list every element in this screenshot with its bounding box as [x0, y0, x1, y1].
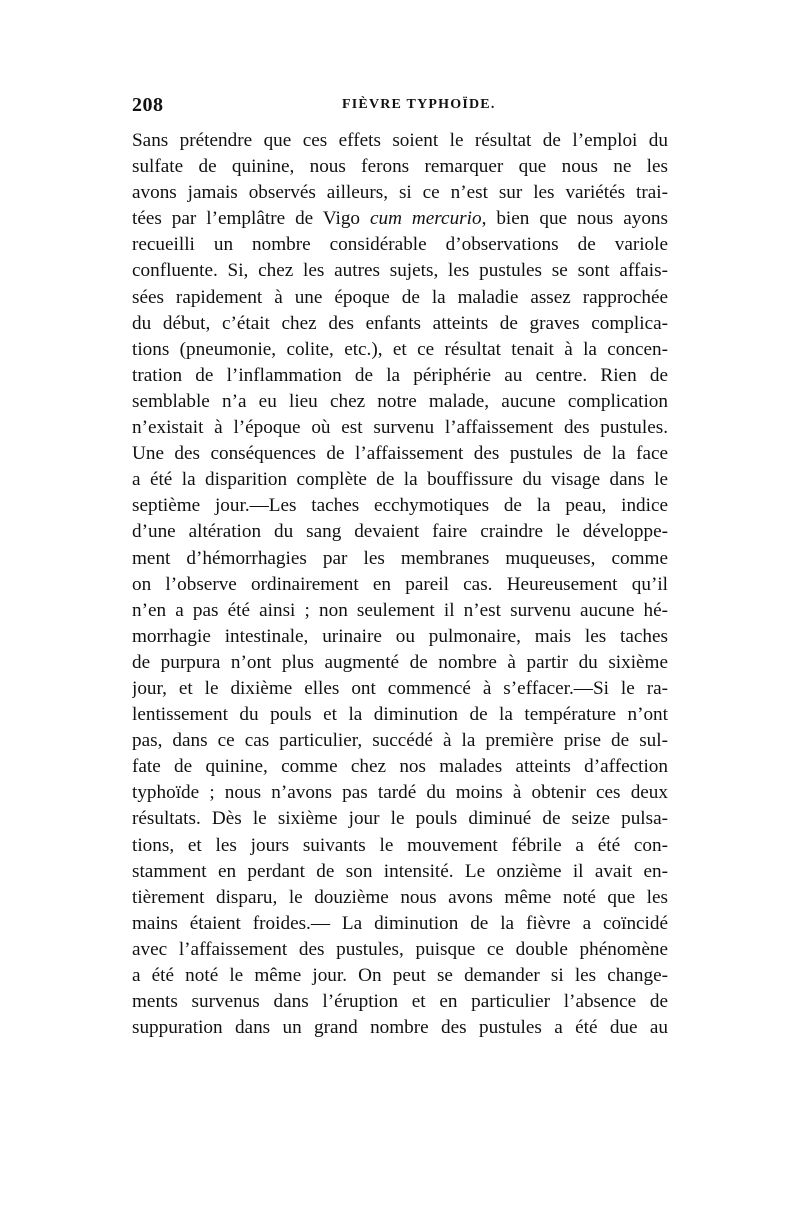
- text-line: pas, dans ce cas particulier, succédé à la première prise de sul-: [132, 730, 668, 752]
- text-line: sées rapidement à une époque de la maladie assez rapprochée: [132, 286, 668, 308]
- text-line: on l’observe ordinairement en pareil cas. Heureusement qu’il: [132, 573, 668, 595]
- text-line: a été la disparition complète de la bouffissure du visage dans le: [132, 469, 668, 491]
- text-line: suppuration dans un grand nombre des pustules a été due au: [132, 1017, 668, 1039]
- text-line: de purpura n’ont plus augmenté de nombre à partir du sixième: [132, 651, 668, 673]
- running-head: [132, 94, 672, 118]
- text-line: jour, et le dixième elles ont commencé à s’effacer.—Si le ra-: [132, 677, 668, 699]
- text-line: confluente. Si, chez les autres sujets, les pustules se sont affais-: [132, 260, 668, 282]
- text-line: tration de l’inflammation de la périphérie au centre. Rien de: [132, 364, 668, 386]
- text-line-start: tées par l’emplâtre de Vigo: [132, 208, 370, 230]
- text-line: tièrement disparu, le douzième nous avons même noté que les: [132, 886, 668, 908]
- text-line: fate de quinine, comme chez nos malades atteints d’affection: [132, 756, 668, 778]
- text-line: Sans prétendre que ces effets soient le résultat de l’emploi du: [132, 130, 668, 151]
- text-line: lentissement du pouls et la diminution de la température n’ont: [132, 704, 668, 726]
- text-line: sulfate de quinine, nous ferons remarquer que nous ne les: [132, 156, 668, 178]
- text-line: tions, et les jours suivants le mouvement fébrile a été con-: [132, 834, 668, 856]
- body-text: [132, 128, 668, 1041]
- text-line: n’existait à l’époque où est survenu l’affaissement des pustules.: [132, 417, 668, 439]
- italic-phrase: cum mercurio: [370, 208, 482, 230]
- text-line: avec l’affaissement des pustules, puisque ce double phénomène: [132, 938, 668, 960]
- text-line: morrhagie intestinale, urinaire ou pulmonaire, mais les taches: [132, 625, 668, 647]
- text-line: tions (pneumonie, colite, etc.), et ce résultat tenait à la concen-: [132, 338, 668, 360]
- text-line: résultats. Dès le sixième jour le pouls diminué de seize pulsa-: [132, 808, 668, 830]
- text-line: ments survenus dans l’éruption et en particulier l’absence de: [132, 991, 668, 1013]
- text-line: avons jamais observés ailleurs, si ce n’est sur les variétés trai-: [132, 182, 668, 204]
- text-line-with-italic: [132, 206, 668, 232]
- running-title: FIÈVRE TYPHOÏDE.: [342, 97, 496, 112]
- text-line: n’en a pas été ainsi ; non seulement il n’est survenu aucune hé-: [132, 599, 668, 621]
- text-line: du début, c’était chez des enfants atteints de graves complica-: [132, 312, 668, 334]
- text-line: ment d’hémorrhagies par les membranes muqueuses, comme: [132, 547, 668, 569]
- text-line: d’une altération du sang devaient faire craindre le développe-: [132, 521, 668, 543]
- page-number: 208: [132, 94, 164, 116]
- text-line: a été noté le même jour. On peut se demander si les change-: [132, 965, 668, 986]
- text-line: mains étaient froides.— La diminution de la fièvre a coïncidé: [132, 912, 668, 934]
- text-line: semblable n’a eu lieu chez notre malade, aucune complication: [132, 390, 668, 412]
- text-line-end: , bien que nous ayons: [481, 208, 668, 230]
- text-line: recueilli un nombre considérable d’observations de variole: [132, 234, 668, 256]
- text-line: Une des conséquences de l’affaissement des pustules de la face: [132, 443, 668, 465]
- text-line: stamment en perdant de son intensité. Le onzième il avait en-: [132, 860, 668, 882]
- text-line: typhoïde ; nous n’avons pas tardé du moins à obtenir ces deux: [132, 782, 668, 804]
- text-line: septième jour.—Les taches ecchymotiques de la peau, indice: [132, 495, 668, 517]
